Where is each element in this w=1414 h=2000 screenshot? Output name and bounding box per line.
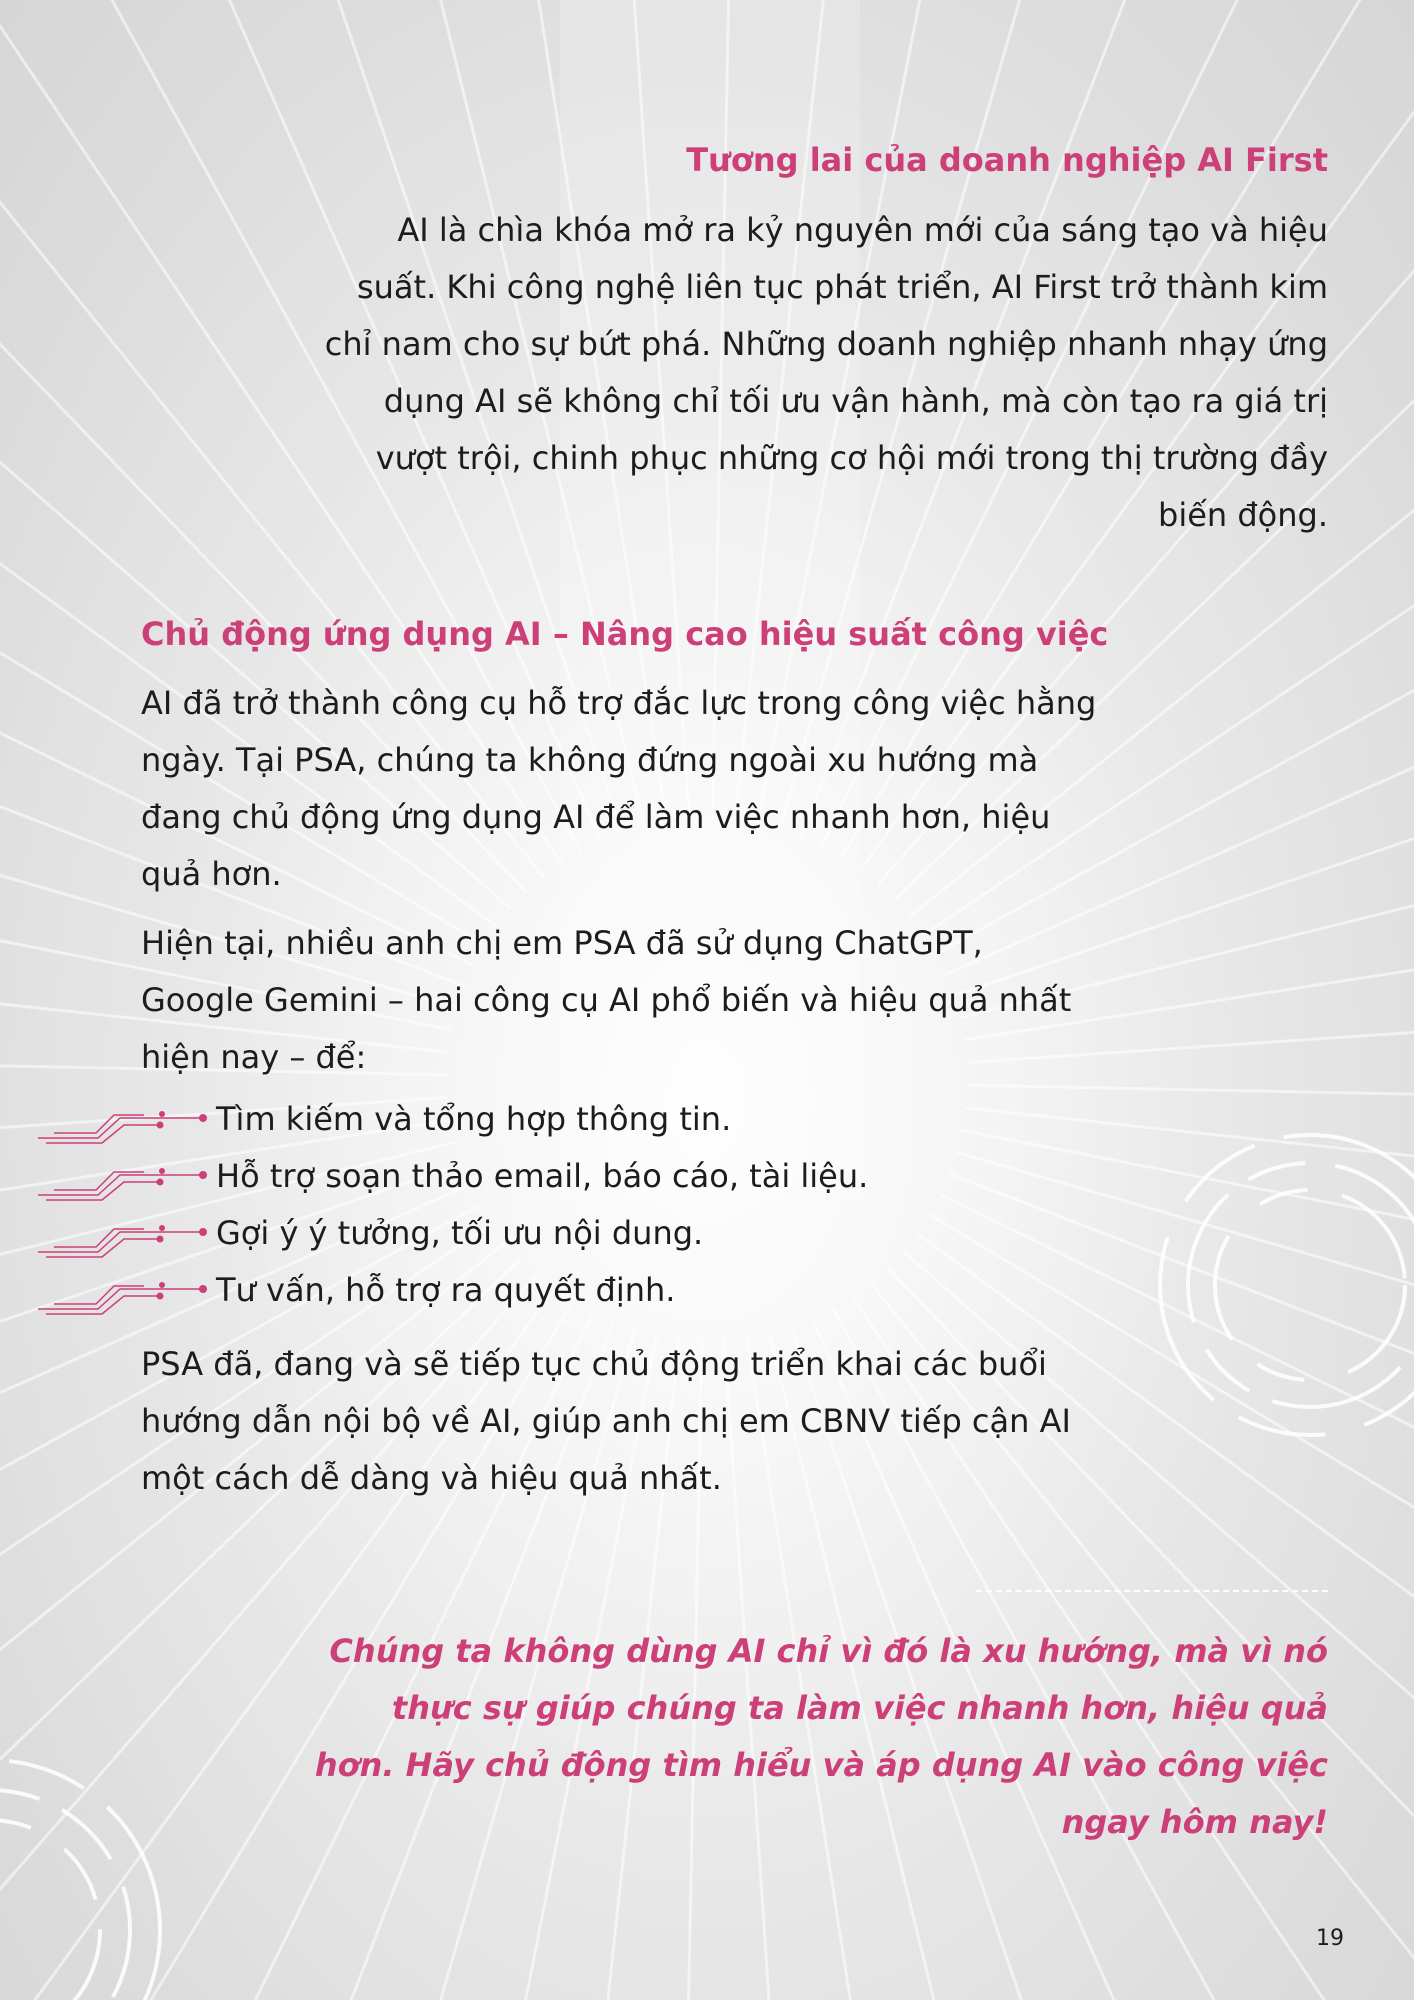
page-number: 19 xyxy=(1316,1926,1344,1951)
circuit-bullet-icon xyxy=(38,1112,210,1148)
section-heading-apply-ai: Chủ động ứng dụng AI – Nâng cao hiệu suất công việc xyxy=(141,615,1109,653)
list-item: Tư vấn, hỗ trợ ra quyết định. xyxy=(216,1271,676,1309)
paragraph-internal-training: PSA đã, đang và sẽ tiếp tục chủ động triển khai các buổi hướng dẫn nội bộ về AI, giúp anh chị em CBNV tiếp cận AI một cách dễ dàng và hiệu quả nhất. xyxy=(141,1345,1071,1497)
list-item: Tìm kiếm và tổng hợp thông tin. xyxy=(216,1100,732,1138)
list-item: Hỗ trợ soạn thảo email, báo cáo, tài liệu. xyxy=(216,1157,869,1195)
section-paragraph-ai-first: AI là chìa khóa mở ra kỷ nguyên mới của sáng tạo và hiệu suất. Khi công nghệ liên tục phát triển, AI First trở thành kim chỉ nam cho sự bứt phá. Những doanh nghiệp nhanh nhạy ứng dụng AI sẽ không chỉ tối ưu vận hành, mà còn tạo ra giá trị vượt trội, chinh phục những cơ hội mới trong thị trường đầy biến động. xyxy=(324,211,1328,534)
bullet-list xyxy=(216,1091,868,1319)
quote-divider xyxy=(976,1590,1328,1592)
paragraph-ai-tools: AI đã trở thành công cụ hỗ trợ đắc lực trong công việc hằng ngày. Tại PSA, chúng ta không đứng ngoài xu hướng mà đang chủ động ứng dụng AI để làm việc nhanh hơn, hiệu quả hơn. xyxy=(141,684,1097,893)
circuit-bullet-icon xyxy=(38,1169,210,1205)
circuit-bullet-icon xyxy=(38,1283,210,1319)
closing-quote: Chúng ta không dùng AI chỉ vì đó là xu hướng, mà vì nó thực sự giúp chúng ta làm việc nhanh hơn, hiệu quả hơn. Hãy chủ động tìm hiểu và áp dụng AI vào công việc ngay hôm nay! xyxy=(314,1632,1328,1841)
circuit-bullet-icon xyxy=(38,1226,210,1262)
paragraph-psa-usage: Hiện tại, nhiều anh chị em PSA đã sử dụng ChatGPT, Google Gemini – hai công cụ AI phổ biến và hiệu quả nhất hiện nay – để: xyxy=(141,924,1072,1076)
section-heading-ai-first: Tương lai của doanh nghiệp AI First xyxy=(686,141,1328,179)
list-item: Gợi ý ý tưởng, tối ưu nội dung. xyxy=(216,1214,704,1252)
